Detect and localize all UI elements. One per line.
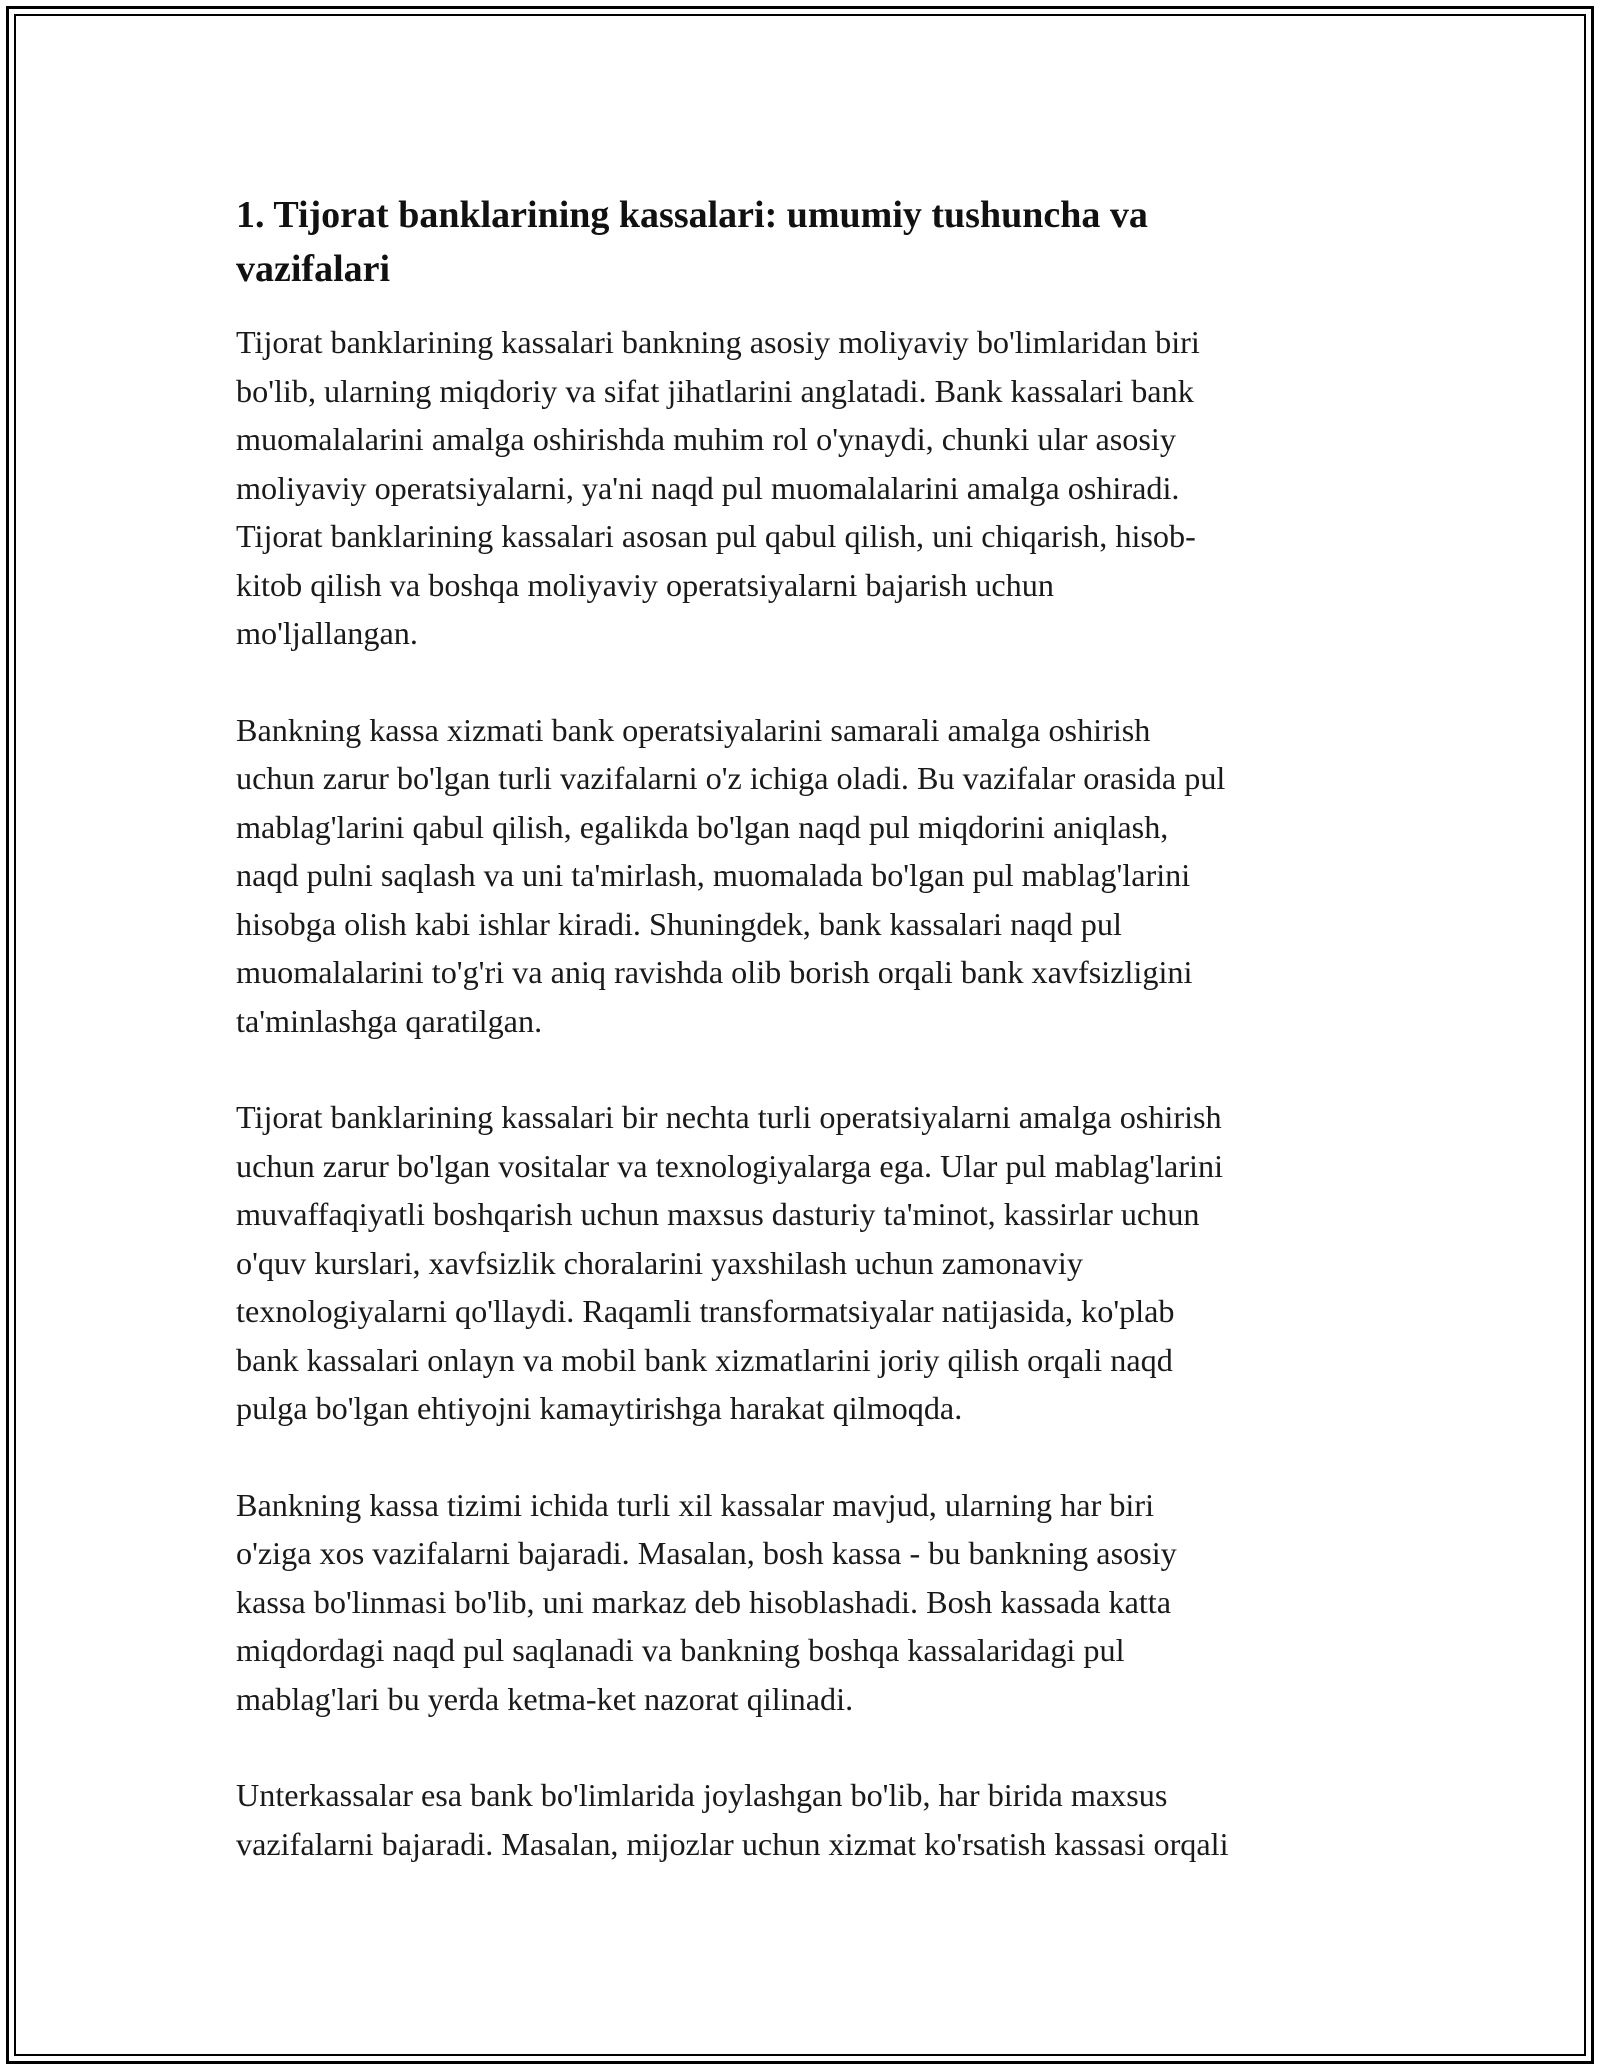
paragraph-3: Tijorat banklarining kassalari bir nechta turli operatsiyalarni amalga oshirish uchun zarur bo'lgan vositalar va texnologiyalarga ega. Ular pul mablag'larini muvaffaqiyatli boshqarish uchun maxsus dasturiy ta'minot, kassirlar uchun o'quv kurslari, xavfsizlik choralarini yaxshilash uchun zamonaviy texnologiyalarni qo'llaydi. Raqamli transformatsiyalar natijasida, ko'plab bank kassalari onlayn va mobil bank xizmatlarini joriy qilish orqali naqd pulga bo'lgan ehtiyojni kamaytirishga harakat qilmoqda. [236, 1099, 1224, 1426]
section-heading: 1. Tijorat banklarining kassalari: umumiy tushuncha va vazifalari [236, 194, 1148, 290]
paragraph-1: Tijorat banklarining kassalari bankning asosiy moliyaviy bo'limlaridan biri bo'lib, ularning miqdoriy va sifat jihatlarini anglatadi. Bank kassalari bank muomalalarini amalga oshirishda muhim rol o'ynaydi, chunki ular asosiy moliyaviy operatsiyalarni, ya'ni naqd pul muomalalarini amalga oshiradi. Tijorat banklarining kassalari asosan pul qabul qilish, uni chiqarish, hisob- kitob qilish va boshqa moliyaviy operatsiyalarni bajarish uchun mo'ljallangan. [236, 324, 1200, 651]
paragraph-2: Bankning kassa xizmati bank operatsiyalarini samarali amalga oshirish uchun zarur bo'lgan turli vazifalarni o'z ichiga oladi. Bu vazifalar orasida pul mablag'larini qabul qilish, egalikda bo'lgan naqd pul miqdorini aniqlash, naqd pulni saqlash va uni ta'mirlash, muomalada bo'lgan pul mablag'larini hisobga olish kabi ishlar kiradi. Shuningdek, bank kassalari naqd pul muomalalarini to'g'ri va aniq ravishda olib borish orqali bank xavfsizligini ta'minlashga qaratilgan. [236, 711, 1226, 1039]
paragraph-5: Unterkassalar esa bank bo'limlarida joylashgan bo'lib, har birida maxsus vazifalarni bajaradi. Masalan, mijozlar uchun xizmat ko'rsatish kassasi orqali [236, 1777, 1229, 1862]
paragraph-4: Bankning kassa tizimi ichida turli xil kassalar mavjud, ularning har biri o'ziga xos vazifalarni bajaradi. Masalan, bosh kassa - bu bankning asosiy kassa bo'linmasi bo'lib, uni markaz deb hisoblashadi. Bosh kassada katta miqdordagi naqd pul saqlanadi va bankning boshqa kassalaridagi pul mablag'lari bu yerda ketma-ket nazorat qilinadi. [236, 1486, 1177, 1717]
document-body [236, 188, 1372, 1916]
